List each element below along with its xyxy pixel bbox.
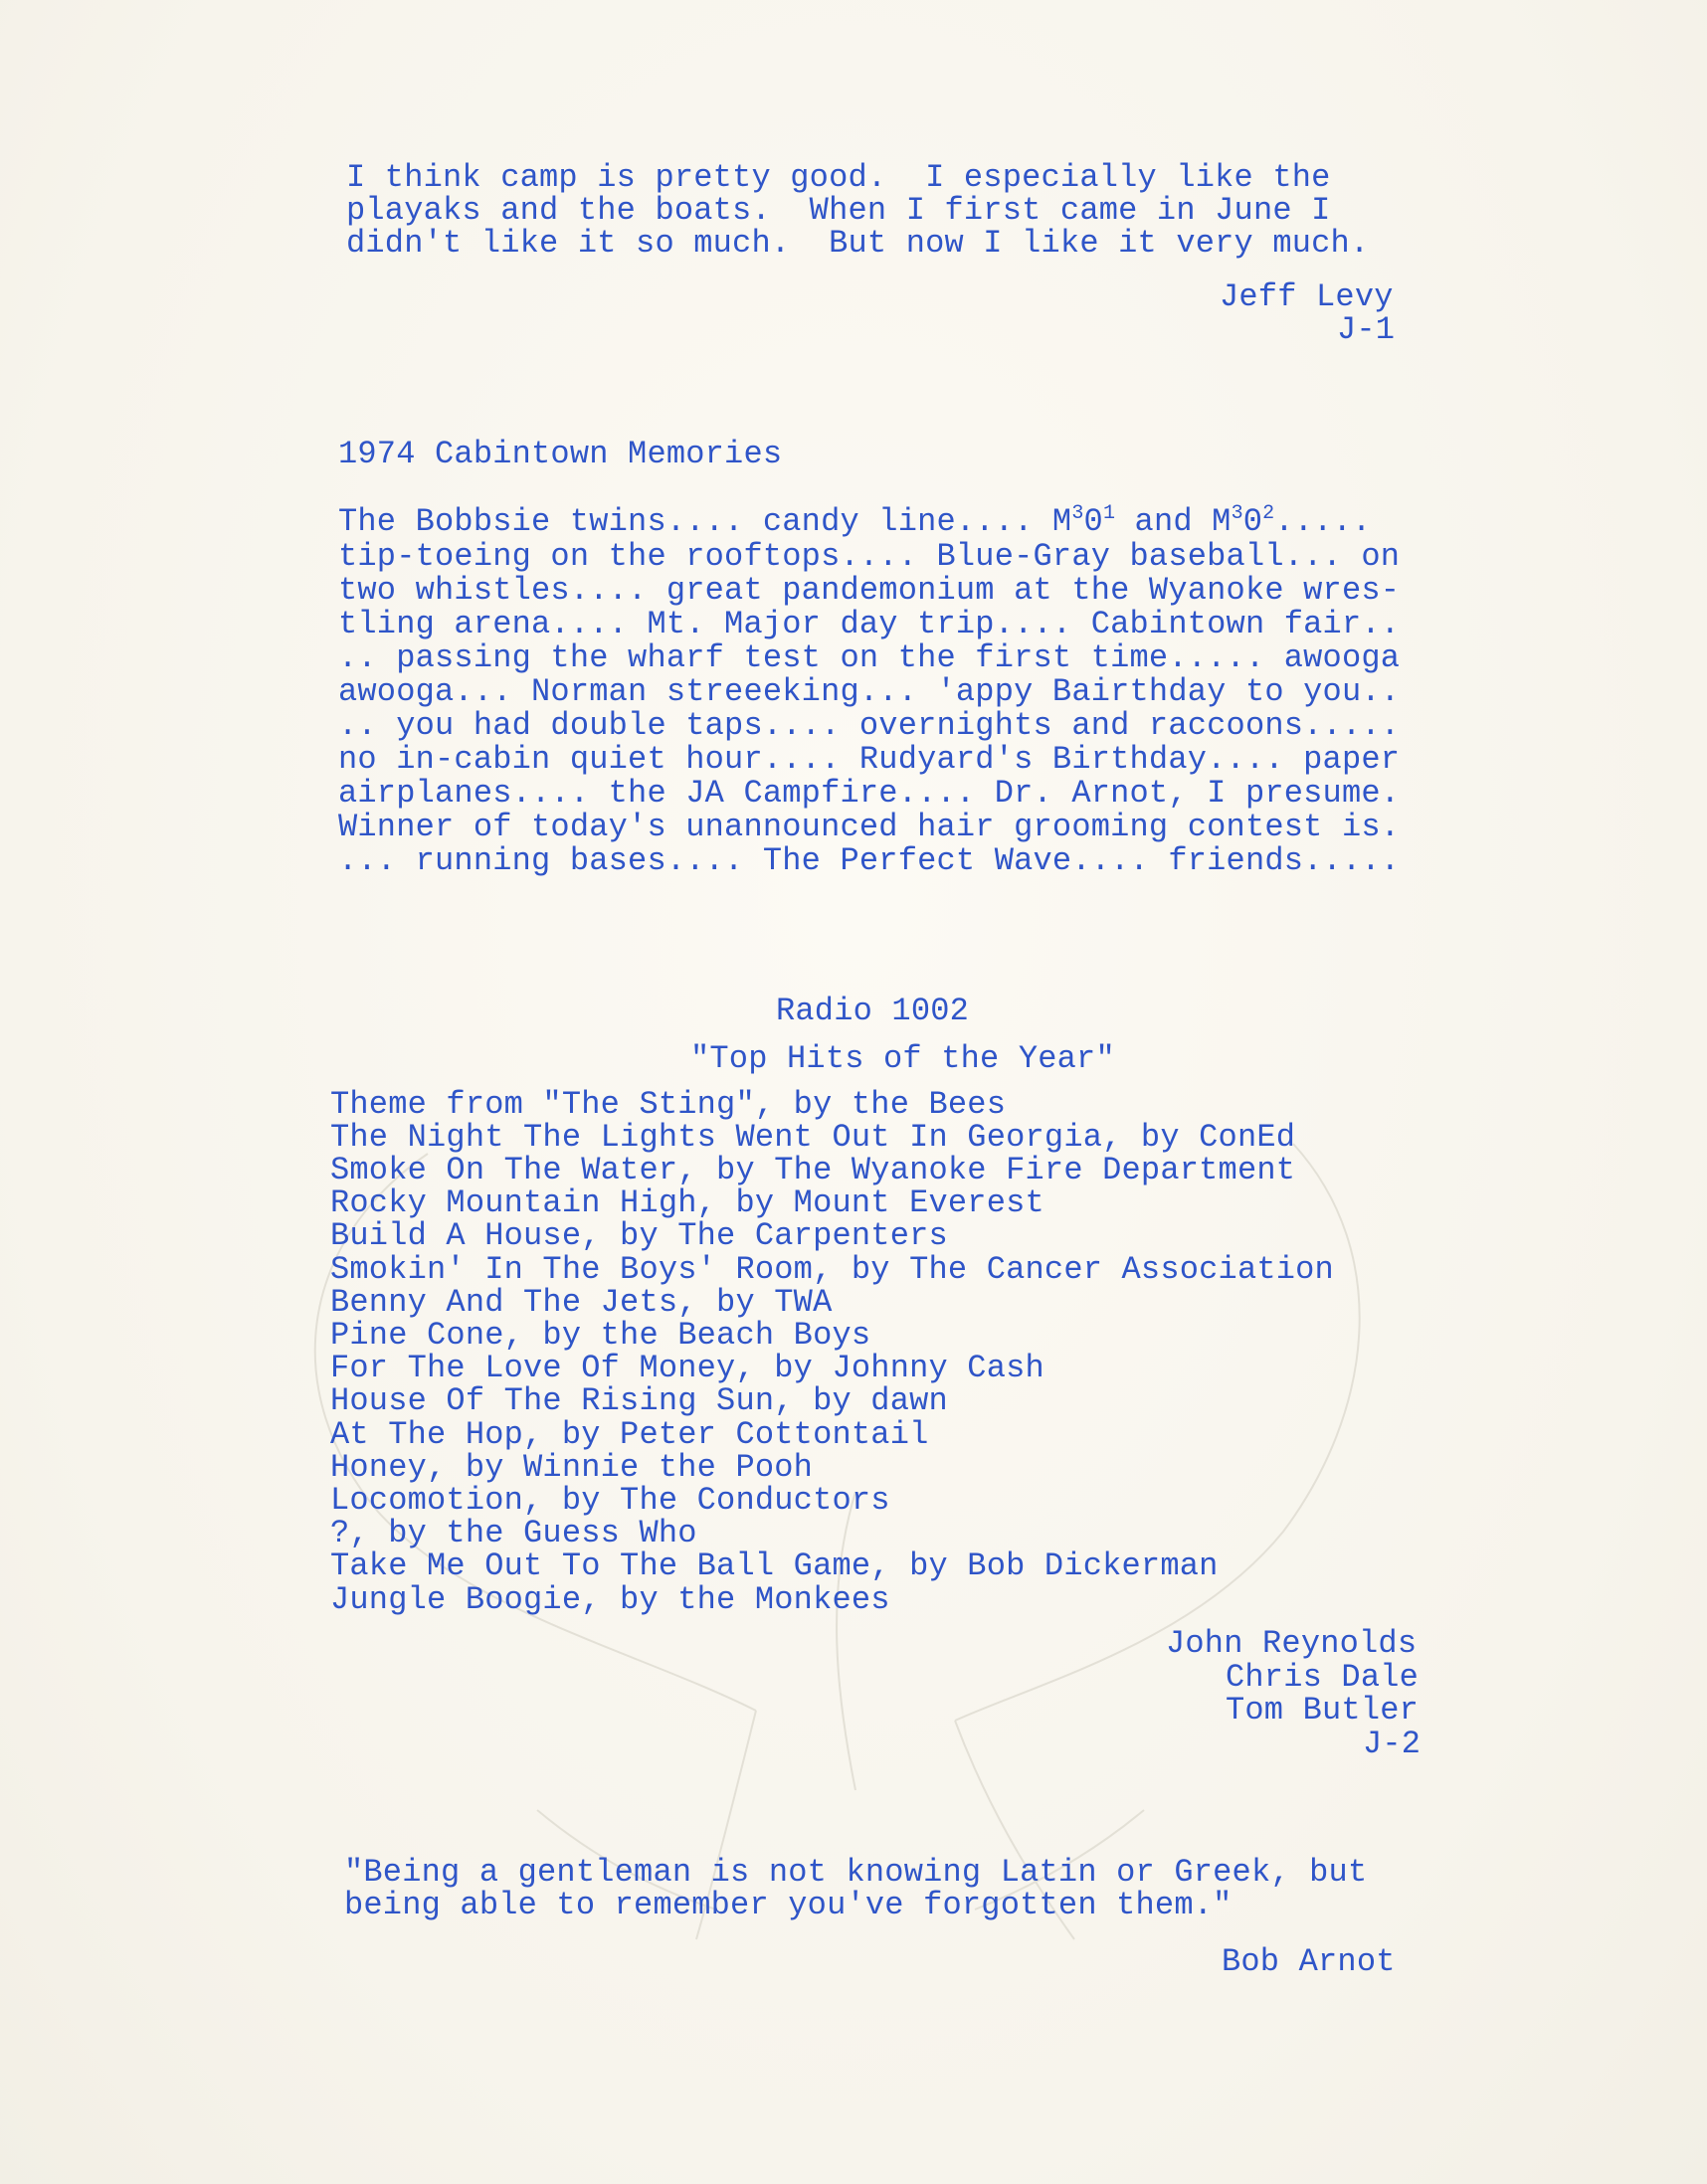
camp-note-author: Jeff Levy [1220,278,1394,315]
camp-note-line: didn't like it so much. But now I like it very much. [346,225,1370,262]
hit-item: Rocky Mountain High, by Mount Everest [330,1184,1044,1221]
camp-note-group: J-1 [1337,311,1396,348]
memories-line: .. passing the wharf test on the first time..... awooga [338,639,1401,676]
hit-item: Smokin' In The Boys' Room, by The Cancer Association [330,1251,1334,1288]
radio-author: Tom Butler [1226,1692,1420,1729]
hit-item: Take Me Out To The Ball Game, by Bob Dickerman [330,1547,1219,1584]
radio-group: J-2 [1363,1726,1422,1762]
memories-line: tip-toeing on the rooftops.... Blue-Gray baseball... on [338,538,1401,575]
hit-item: Honey, by Winnie the Pooh [330,1449,814,1486]
hit-item: The Night The Lights Went Out In Georgia, by ConEd [330,1119,1296,1156]
memories-line: awooga... Norman streeeking... 'appy Bairthday to you.. [338,673,1401,710]
radio-subtitle: "Top Hits of the Year" [690,1040,1115,1077]
memories-line: airplanes.... the JA Campfire.... Dr. Arnot, I presume. [338,775,1401,812]
hit-item: Locomotion, by The Conductors [330,1482,890,1519]
memories-line: The Bobbsie twins.... candy line.... $M^30^1$ and $M^30^2$..... [338,502,1372,540]
memories-line: no in-cabin quiet hour.... Rudyard's Birthday.... paper [338,741,1401,778]
hit-item: Jungle Boogie, by the Monkees [330,1581,890,1618]
hit-item: House Of The Rising Sun, by dawn [330,1382,948,1419]
quote-author: Bob Arnot [1222,1943,1396,1980]
hit-item: Smoke On The Water, by The Wyanoke Fire Department [330,1152,1296,1188]
hit-item: Build A House, by The Carpenters [330,1217,948,1254]
memories-line: ... running bases.... The Perfect Wave.... friends..... [338,842,1401,879]
memories-title: 1974 Cabintown Memories [338,436,783,472]
radio-author: Chris Dale [1226,1659,1420,1696]
hit-item: For The Love Of Money, by Johnny Cash [330,1350,1044,1386]
memories-line: tling arena.... Mt. Major day trip.... Cabintown fair.. [338,606,1401,642]
hit-item: ?, by the Guess Who [330,1515,697,1551]
radio-title: Radio 1002 [776,993,970,1029]
hit-item: Theme from "The Sting", by the Bees [330,1086,1007,1123]
hit-item: Pine Cone, by the Beach Boys [330,1317,871,1354]
memories-line: Winner of today's unannounced hair grooming contest is. [338,809,1401,845]
memories-line: two whistles.... great pandemonium at the Wyanoke wres- [338,572,1401,609]
hit-item: At The Hop, by Peter Cottontail [330,1416,929,1453]
camp-note-line: playaks and the boats. When I first came in June I [346,192,1331,229]
quote-line: being able to remember you've forgotten them." [344,1887,1233,1923]
hit-item: Benny And The Jets, by TWA [330,1284,833,1321]
camp-note-line: I think camp is pretty good. I especially like the [346,159,1331,196]
quote-line: "Being a gentleman is not knowing Latin or Greek, but [344,1854,1368,1891]
memories-line: .. you had double taps.... overnights and raccoons..... [338,707,1401,744]
radio-author: John Reynolds [1166,1625,1418,1662]
